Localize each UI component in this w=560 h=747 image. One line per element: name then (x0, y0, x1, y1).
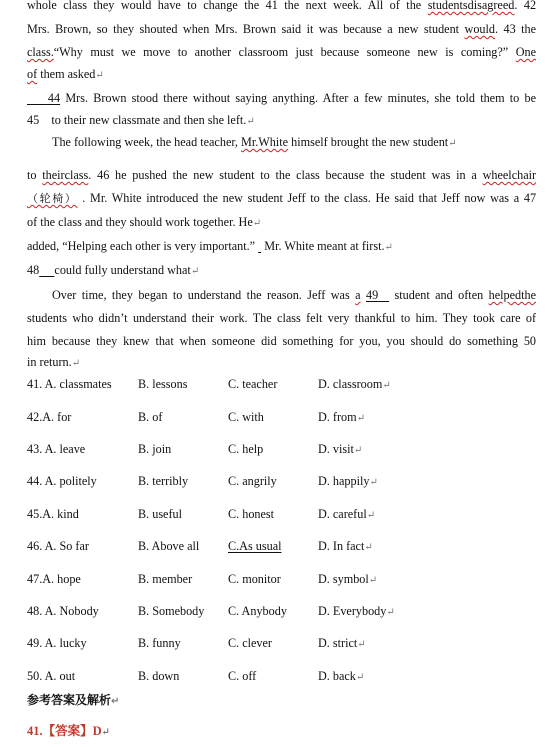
blank-49: 49 (366, 288, 379, 302)
option-43b: B. join (138, 442, 172, 456)
passage-line-11: added, “Helping each other is very important.” Mr. White meant at first.↵ (27, 239, 393, 253)
option-41d: D. classroom↵ (318, 377, 391, 391)
option-49b: B. funny (138, 636, 181, 650)
blank-44: 44 (47, 91, 61, 105)
option-46a: 46. A. So far (27, 539, 89, 553)
option-47d: D. symbol↵ (318, 572, 378, 586)
option-45a: 45.A. kind (27, 507, 79, 521)
passage-line-5: 44 Mrs. Brown stood there without saying anything. After a few minutes, she told them to be (47, 91, 537, 105)
passage-line-6: 45 to their new classmate and then she left.↵ (27, 113, 255, 127)
option-41c: C. teacher (228, 377, 278, 391)
option-41a: 41. A. classmates (27, 377, 112, 391)
option-42d: D. from↵ (318, 410, 365, 424)
option-42a: 42.A. for (27, 410, 72, 424)
passage-line-8: to theirclass. 46 he pushed the new student to the class because the student was in a wheelchair (27, 168, 537, 182)
passage-line-12: 48 could fully understand what↵ (27, 263, 200, 277)
option-50b: B. down (138, 669, 180, 683)
answers-heading: 参考答案及解析↵ (27, 693, 120, 707)
option-44c: C. angrily (228, 474, 277, 488)
passage-line-10: of the class and they should work together. He↵ (27, 215, 262, 229)
option-44d: D. happily↵ (318, 474, 378, 488)
passage-line-16: in return.↵ (27, 355, 81, 369)
option-46b: B. Above all (138, 539, 200, 553)
passage-line-2: Mrs. Brown, so they shouted when Mrs. Brown said it was because a new student would. 43 the (27, 22, 537, 36)
option-42c: C. with (228, 410, 264, 424)
option-44a: 44. A. politely (27, 474, 97, 488)
option-48c: C. Anybody (228, 604, 287, 618)
passage-line-3: class.“Why must we move to another classroom just because someone new is coming?” One (27, 45, 536, 59)
option-43c: C. help (228, 442, 264, 456)
option-43d: D. visit↵ (318, 442, 363, 456)
option-50d: D. back↵ (318, 669, 365, 683)
passage-line-14: students who didn’t understand their work. The class felt very thankful to him. They took care of (27, 311, 536, 325)
option-44b: B. terribly (138, 474, 189, 488)
option-41b: B. lessons (138, 377, 188, 391)
blank-48: 48 (27, 263, 40, 277)
passage-line-7: The following week, the head teacher, Mr.White himself brought the new student↵ (52, 135, 457, 149)
passage-line-13: Over time, they began to understand the reason. Jeff was a 49 student and often helpedthe (52, 288, 537, 302)
option-46d: D. In fact↵ (318, 539, 373, 553)
option-47c: C. monitor (228, 572, 281, 586)
passage-line-1: whole class they would have to change the 41 the next week. All of the studentsdisagreed. 42 (27, 0, 537, 12)
option-49a: 49. A. lucky (27, 636, 87, 650)
passage-line-4: of them asked↵ (27, 67, 104, 81)
option-50a: 50. A. out (27, 669, 76, 683)
answer-41: 41.【答案】D↵ (27, 724, 111, 738)
option-45c: C. honest (228, 507, 275, 521)
option-45b: B. useful (138, 507, 183, 521)
option-48a: 48. A. Nobody (27, 604, 99, 618)
option-47a: 47.A. hope (27, 572, 81, 586)
option-48b: B. Somebody (138, 604, 205, 618)
option-49d: D. strict↵ (318, 636, 366, 650)
option-46c: C.As usual (228, 539, 282, 553)
option-47b: B. member (138, 572, 193, 586)
passage-line-15: him because they knew that when someone did something for you, you should do something 50 (27, 334, 536, 348)
option-49c: C. clever (228, 636, 272, 650)
passage-line-9: （轮椅） . Mr. White introduced the new student Jeff to the class. He said that Jeff now was a 47 (27, 191, 537, 205)
option-42b: B. of (138, 410, 163, 424)
option-50c: C. off (228, 669, 257, 683)
option-48d: D. Everybody↵ (318, 604, 395, 618)
option-43a: 43. A. leave (27, 442, 86, 456)
option-45d: D. careful↵ (318, 507, 376, 521)
